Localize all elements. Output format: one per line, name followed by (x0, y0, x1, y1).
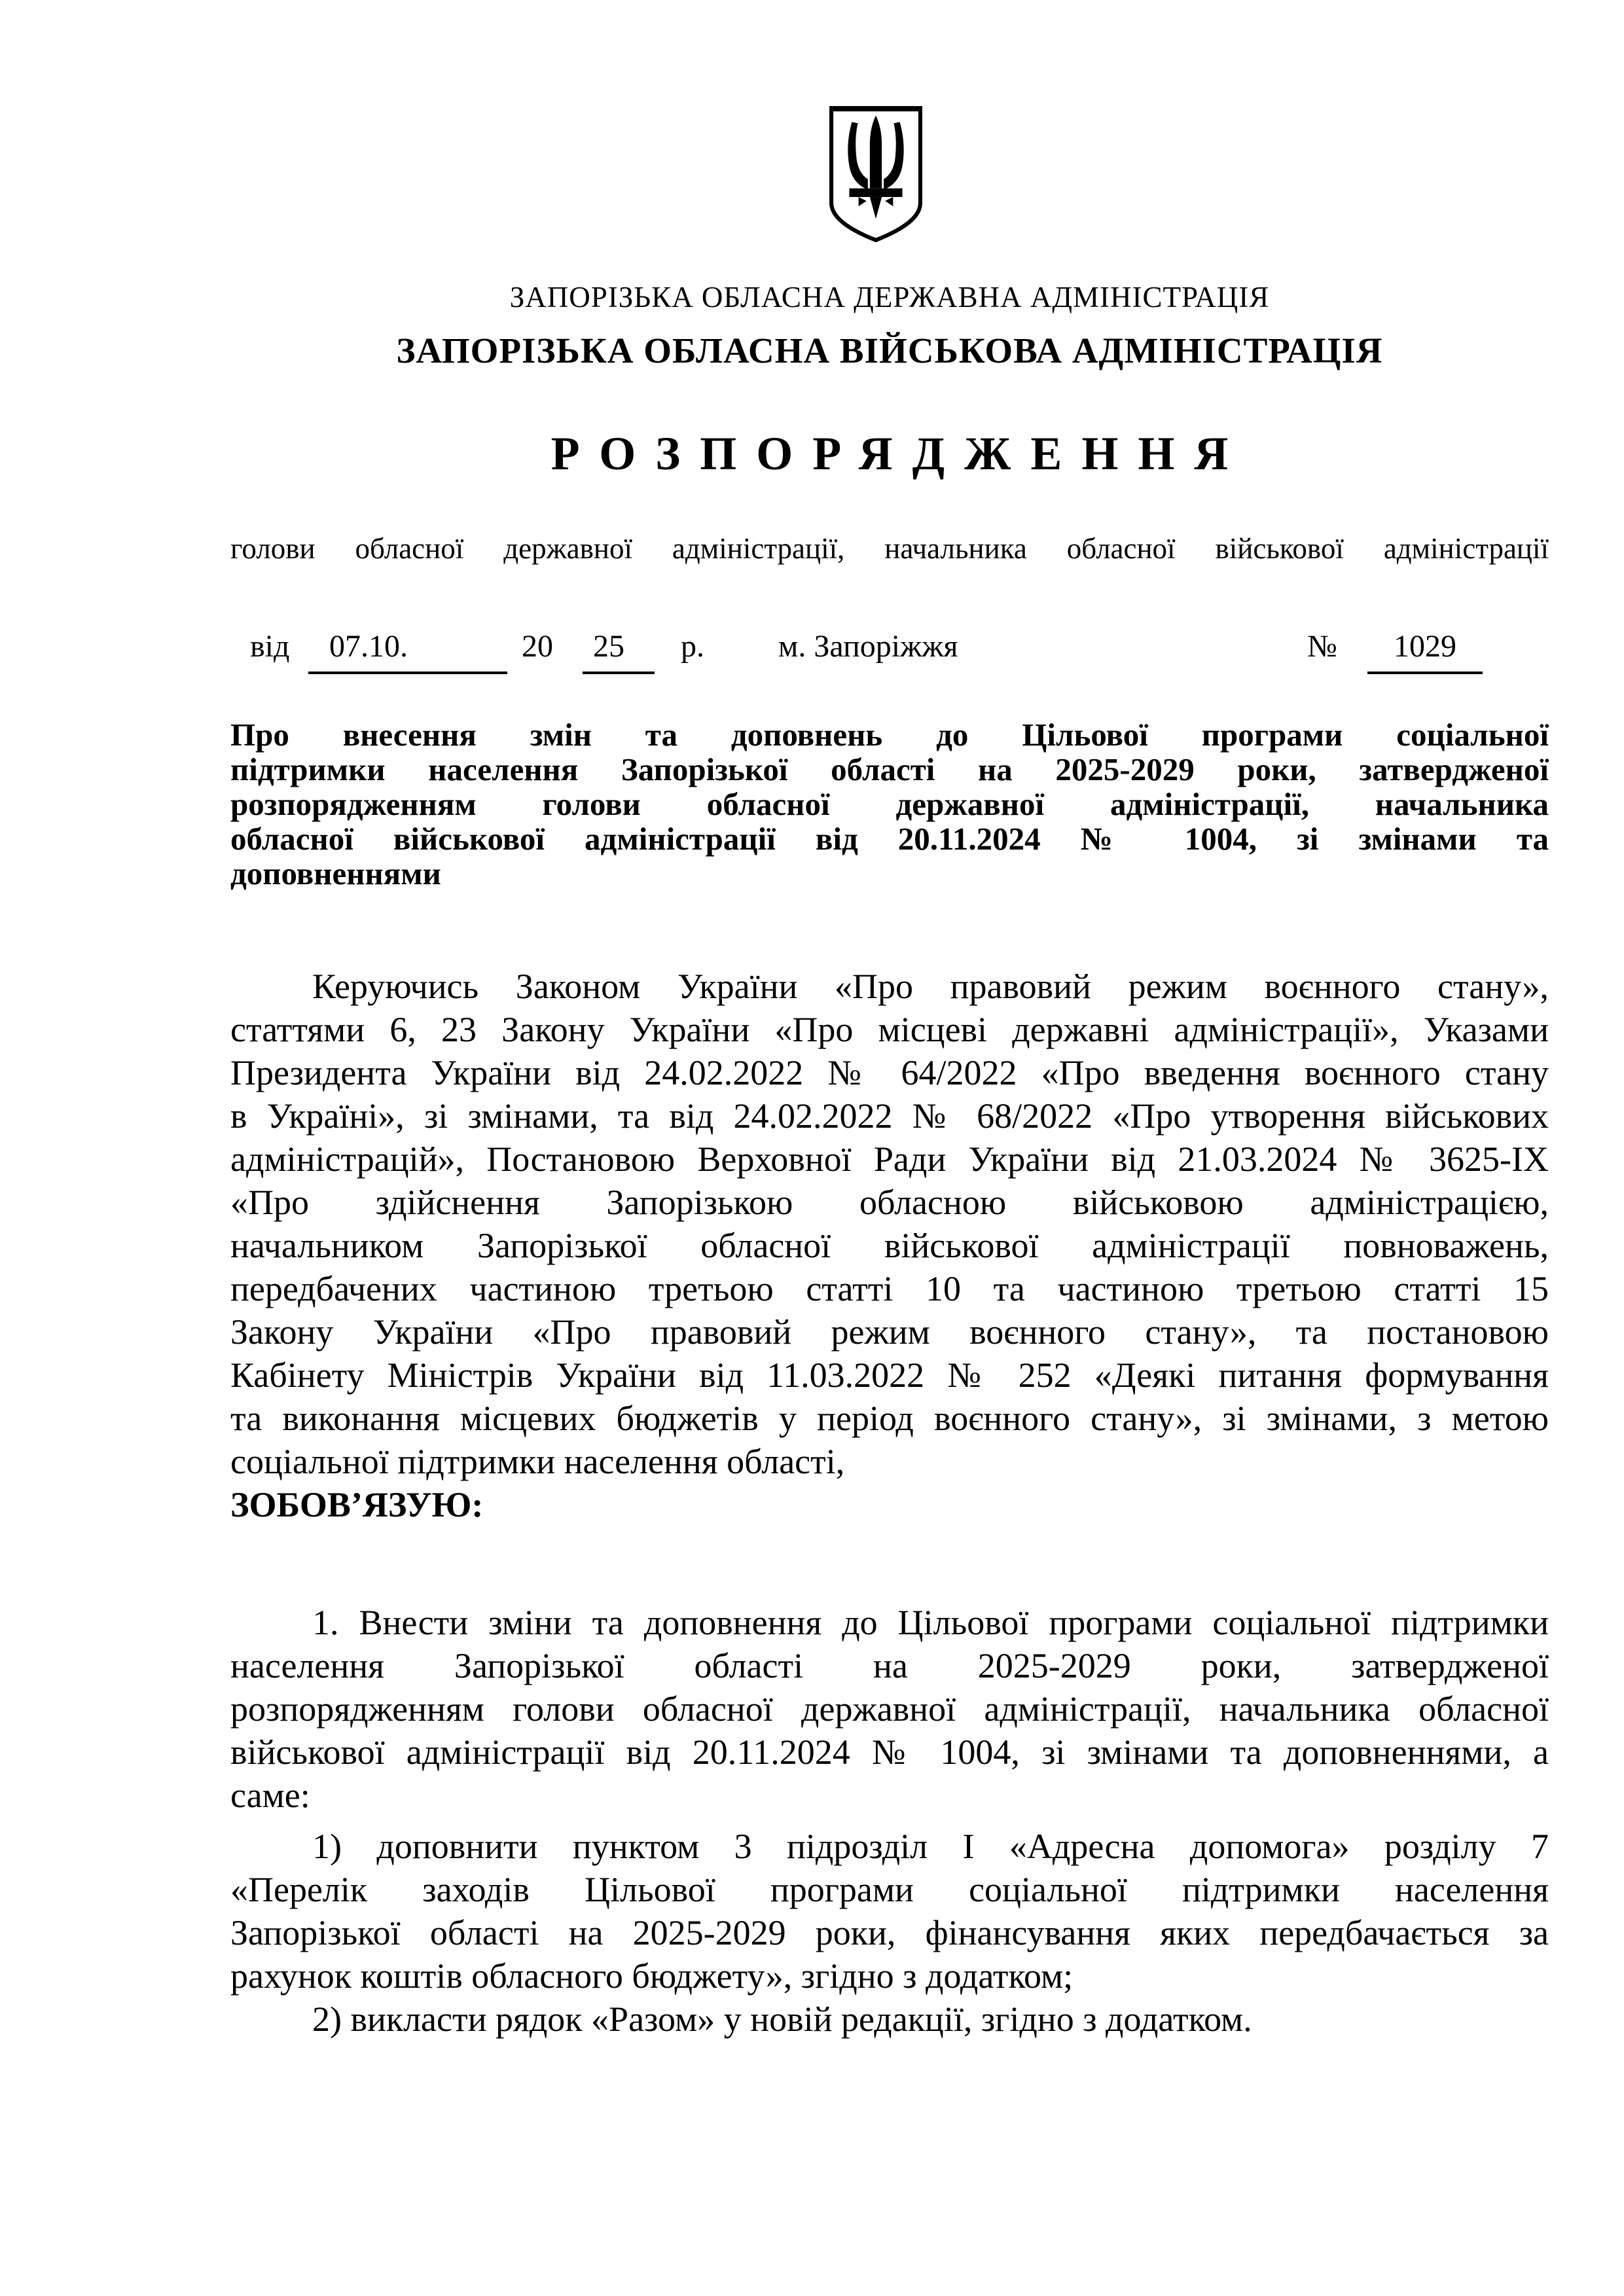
text-line: військової адміністрації від 20.11.2024 № 1004, зі змінами та доповненнями, а (230, 1732, 1549, 1772)
text-line: саме: (230, 1776, 310, 1815)
year-suffix: р. (681, 629, 704, 664)
number-label: № (1307, 629, 1337, 664)
text-line: Закону України «Про правовий режим воєнного стану», та постановою (230, 1312, 1549, 1352)
text-line: начальником Запорізької обласної військової адміністрації повноважень, (230, 1226, 1549, 1265)
text-line: розпорядженням голови обласної державної адміністрації, начальника обласної (230, 1689, 1549, 1729)
text-line: Про внесення змін та доповнень до Цільової програми соціальної (230, 717, 1549, 753)
text-line: 1. Внести зміни та доповнення до Цільової програми соціальної підтримки (312, 1603, 1549, 1642)
text-line: 1) доповнити пунктом 3 підрозділ І «Адресна допомога» розділу 7 (312, 1827, 1549, 1866)
year-value-underlined: 25 (583, 628, 655, 674)
text-line: Кабінету Міністрів України від 11.03.2022 № 252 «Деякі питання формування (230, 1355, 1549, 1395)
subject-paragraph (230, 717, 1549, 891)
text-line: соціальної підтримки населення області, (230, 1442, 845, 1481)
text-line: підтримки населення Запорізької області на 2025-2029 роки, затвердженої (230, 751, 1549, 787)
document-content (230, 0, 1549, 2296)
date-value-underlined: 07.10. (308, 628, 507, 674)
issuer-line: голови обласної державної адміністрації, начальника обласної військової адміністрації (230, 532, 1549, 565)
text-line: 2) викласти рядок «Разом» у новій редакції, згідно з додатком. (312, 2000, 1252, 2039)
text-line: розпорядженням голови обласної державної адміністрації, начальника (230, 786, 1549, 822)
text-line: статтями 6, 23 Закону України «Про місцеві державні адміністрації», Указами (230, 1010, 1549, 1049)
text-line: Керуючись Законом України «Про правовий режим воєнного стану», (312, 967, 1549, 1006)
text-line: та виконання місцевих бюджетів у період воєнного стану», зі змінами, з метою (230, 1399, 1549, 1438)
date-from-label: від (250, 629, 290, 664)
text-line: передбачених частиною третьою статті 10 та частиною третьою статті 15 (230, 1269, 1549, 1308)
year-century: 20 (522, 629, 553, 664)
ukraine-trident-emblem (824, 103, 928, 246)
text-line: доповненнями (230, 855, 441, 891)
number-value-underlined: 1029 (1367, 628, 1483, 674)
text-line: «Перелік заходів Цільової програми соціальної підтримки населення (230, 1870, 1549, 1909)
preamble-paragraph (230, 965, 1549, 1526)
resolution-items (230, 1601, 1549, 2041)
org-state-name: ЗАПОРІЗЬКА ОБЛАСНА ДЕРЖАВНА АДМІНІСТРАЦІЯ (509, 281, 1270, 314)
date-number-line (230, 628, 1549, 687)
document-type-title: РОЗПОРЯДЖЕННЯ (550, 427, 1248, 480)
text-line: в Україні», зі змінами, та від 24.02.2022 № 68/2022 «Про утворення військових (230, 1096, 1549, 1136)
text-line: ЗОБОВ’ЯЗУЮ: (230, 1485, 484, 1524)
org-military-name: ЗАПОРІЗЬКА ОБЛАСНА ВІЙСЬКОВА АДМІНІСТРАЦІЯ (396, 331, 1383, 370)
text-line: адміністрацій», Постановою Верховної Ради України від 21.03.2024 № 3625-IX (230, 1139, 1549, 1179)
text-line: рахунок коштів обласного бюджету», згідно з додатком; (230, 1956, 1074, 1996)
text-line: Президента України від 24.02.2022 № 64/2022 «Про введення воєнного стану (230, 1053, 1549, 1092)
text-line: «Про здійснення Запорізькою обласною військовою адміністрацією, (230, 1183, 1549, 1222)
city-name: м. Запоріжжя (778, 629, 958, 664)
text-line: обласної військової адміністрації від 20.11.2024 № 1004, зі змінами та (230, 821, 1549, 857)
text-line: населення Запорізької області на 2025-2029 роки, затвердженої (230, 1646, 1549, 1685)
text-line: Запорізької області на 2025-2029 роки, фінансування яких передбачається за (230, 1913, 1549, 1952)
